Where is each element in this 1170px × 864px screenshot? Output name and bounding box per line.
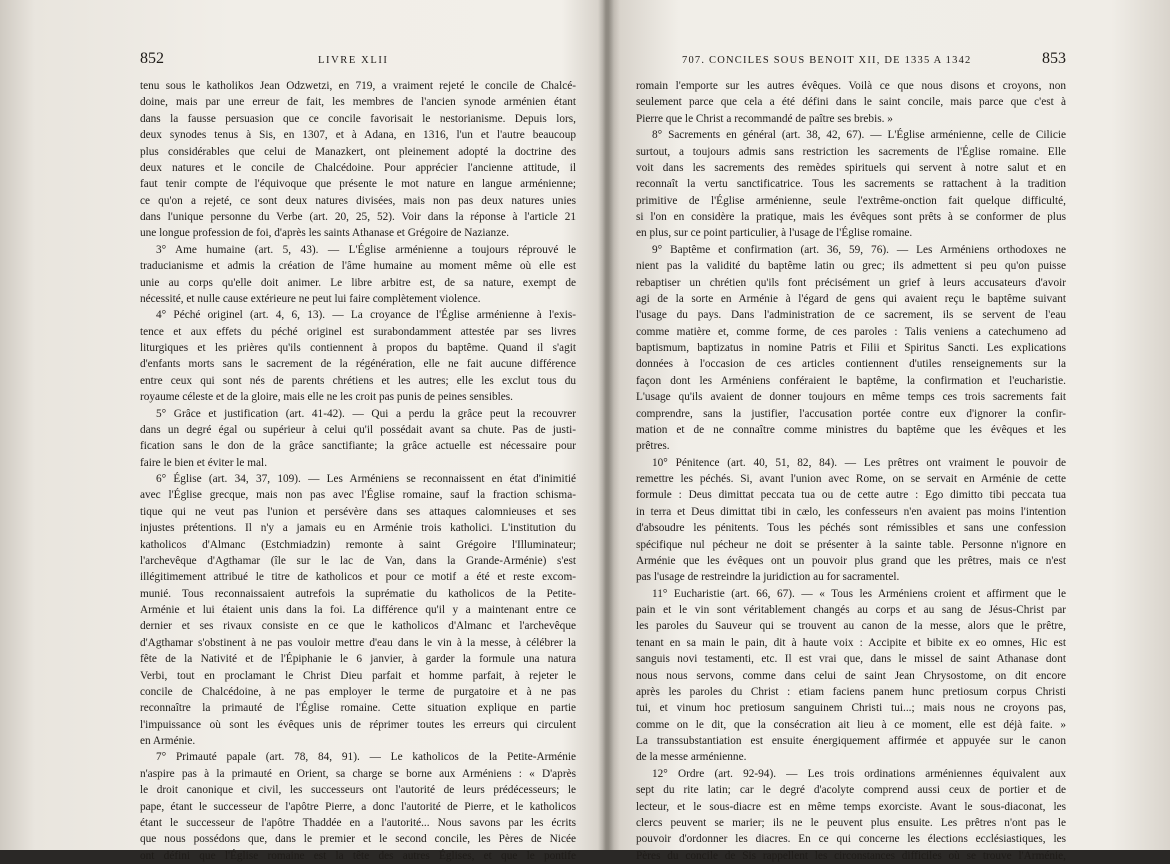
- text-line: seulement parce que cela a été défini dans le saint concile, mais parce que c'est à: [636, 96, 1066, 109]
- text-line: 8° Sacrements en général (art. 38, 42, 67). — L'Église arménienne, celle de Cilicie: [652, 129, 1066, 142]
- text-line: n'aspire pas à la primauté en Orient, sa charge se borne aux Arméniens : « D'après: [140, 767, 576, 780]
- text-line: façon dont les Arméniens conféraient le baptême, la confirmation et l'eucharistie.: [636, 374, 1066, 387]
- text-line: concile de Chalcédoine, à ne pas employer le terme de purgatoire et à ne pas: [140, 685, 576, 698]
- text-line: katholicos d'Almanc (Estchmiadzin) remonte à saint Grégoire l'Illuminateur;: [140, 538, 576, 551]
- text-line: que nous possédons que, dans le premier et le second concile, les Pères de Nicée: [140, 833, 576, 846]
- text-line: 11° Eucharistie (art. 66, 67). — « Tous les Arméniens croient et affirment que le: [652, 587, 1066, 600]
- text-line: tence et aux effets du péché originel est surabondamment attestée par ses livres: [140, 325, 576, 338]
- text-line: faire le bien et éviter le mal.: [140, 456, 268, 469]
- text-line: avec l'Église grecque, mais non pas avec l'Église romaine, sauf la fraction schisma-: [140, 489, 576, 502]
- text-line: reconnaître la primauté de l'Église romaine. Cette situation explique en partie: [140, 702, 576, 715]
- text-line: formule : Deus dimittat peccata tua ou de cette autre : Ego dimitto tibi peccata tua: [636, 489, 1066, 502]
- text-line: données à l'occasion de ces articles contiennent d'utiles renseignements sur la: [636, 358, 1066, 371]
- text-line: rebaptiser un chrétien qu'ils font précisément un grief à leurs accusateurs d'avoir: [636, 276, 1066, 289]
- text-line: 7° Primauté papale (art. 78, 84, 91). — Le katholicos de la Petite-Arménie: [156, 751, 576, 764]
- text-line: Verbi, tout en proclamant le Christ Dieu parfait et homme parfait, à rejeter le: [140, 669, 576, 682]
- right-running-head: [636, 50, 1066, 70]
- text-line: dernier et ses rivaux consiste en ce que le katholicos d'Almanc et l'archevêque: [140, 620, 576, 633]
- text-line: Arménie que les évêques ont un pouvoir plus grand que les prêtres, mais ce n'est: [636, 554, 1066, 567]
- text-line: en Arménie.: [140, 735, 196, 747]
- text-line: l'impuissance où sont les évêques unis de réprimer toutes les erreurs qui circulent: [140, 718, 576, 731]
- text-line: après les paroles du Christ : etiam faciens panem hunc pretiosum corpus Christi: [636, 685, 1066, 698]
- text-line: liturgiques et les prières qu'ils contiennent à propos du baptême. Quand il s'agit: [140, 342, 576, 354]
- text-line: remettre les péchés. Si, avant l'union avec Rome, on se servait en Arménie de cette: [636, 473, 1066, 485]
- text-line: Pères du concile de Sis rappellent les circonstances difficiles où se trouve l'Arménie,: [636, 849, 1066, 862]
- text-line: voit dans les sacrements des remèdes spirituels qui servent à notre salut et en: [636, 161, 1066, 174]
- text-line: 5° Grâce et justification (art. 41-42). — Qui a perdu la grâce peut la recouvrer: [156, 407, 576, 420]
- text-line: unie au corps qu'elle doit animer. Le libre arbitre est, de sa nature, exempt de: [140, 276, 576, 289]
- text-line: surtout, a toujours admis sans restriction les sacrements de l'Église romaine. Elle: [636, 145, 1066, 158]
- text-line: munié. Tous reconnaissaient autrefois la suprématie du katholicos de la Petite-: [140, 587, 576, 600]
- text-line: injustes prétentions. Il n'y a jamais eu en Arménie trois katholici. L'institution du: [140, 522, 576, 535]
- text-line: clercs peuvent se marier; ils ne le peuvent plus ensuite. Les prêtres n'ont pas le: [636, 816, 1066, 829]
- text-line: illégitimement attribué le titre de katholicos et pour ce motif a été et reste excom-: [140, 571, 576, 584]
- text-line: mation et de ne connaître comme ministres du baptême que les évêques et les: [636, 423, 1066, 436]
- text-line: tui, et vinum hoc pretiosum sanguinem Christi tui...; mais nous ne croyons pas,: [636, 702, 1066, 715]
- text-line: 9° Baptême et confirmation (art. 36, 59, 76). — Les Arméniens orthodoxes ne: [652, 243, 1066, 256]
- right-page-number: 853: [1042, 50, 1066, 67]
- text-line: dans la fausse persuasion que ce concile favorisait le nestorianisme. Depuis lors,: [140, 112, 576, 125]
- text-line: une longue profession de foi, d'après les saints Athanase et Grégoire de Nazianze.: [140, 227, 510, 240]
- text-line: l'usage du pays. Dans l'administration de ce sacrement, ils se servent de l'eau: [636, 309, 1066, 322]
- text-line: 3° Ame humaine (art. 5, 43). — L'Église arménienne a toujours réprouvé le: [156, 243, 576, 256]
- text-line: comme matière et, comme forme, de ces paroles : Talis veniens a catechumeno ad: [636, 325, 1066, 338]
- text-line: fête de la Nativité et de l'Épiphanie le 6 janvier, à garder la formule una natura: [140, 653, 576, 666]
- text-line: tenant en sa main le pain, dit à haute voix : Accipite et bibite ex eo omnes, Hic est: [636, 636, 1066, 649]
- text-line: La transsubstantiation est ensuite énergiquement affirmée et appuyée sur le canon: [636, 735, 1066, 747]
- text-line: Pierre que le Christ a recommandé de paître ses brebis. »: [636, 112, 893, 125]
- right-running-title: 707. CONCILES SOUS BENOIT XII, DE 1335 A 1342: [682, 55, 972, 66]
- text-line: pape, étant le successeur de l'apôtre Pierre, a donc l'autorité de Pierre, et le katholicos: [140, 800, 576, 813]
- text-line: traducianisme et admis la création de l'âme humaine au moment même où elle est: [140, 260, 576, 273]
- text-line: reconnaît la vertu sanctificatrice. Tous les sacrements se rattachent à la tradition: [636, 178, 1066, 191]
- text-line: faut tenir compte de l'équivoque que présente le mot nature en langue arménienne;: [140, 178, 576, 191]
- text-line: de la messe arménienne.: [636, 751, 747, 764]
- text-line: comprendre, sans la justifier, l'accusation portée contre eux d'ignorer la confir-: [636, 407, 1066, 420]
- text-line: royaume céleste et de la gloire, mais elle ne les croit pas punis de peines sensibles.: [140, 391, 513, 404]
- left-page-number: 852: [140, 50, 164, 67]
- text-line: 12° Ordre (art. 92-94). — Les trois ordinations arméniennes équivalent aux: [652, 767, 1066, 780]
- text-line: d'Agthamar s'obstinent à ne pas vouloir mettre d'eau dans le vin à la messe, à célébrer la: [140, 636, 576, 649]
- left-running-head: [140, 50, 576, 70]
- text-line: l'archevêque d'Agthamar (île sur le lac de Van, dans la Grande-Arménie) s'est: [140, 554, 576, 567]
- left-running-title: LIVRE XLII: [318, 55, 389, 66]
- text-line: étant le successeur de l'apôtre Thaddée en a l'autorité... Nous savons par les écrits: [140, 816, 576, 829]
- text-line: primitive de l'Église arménienne, seule l'extrême-onction fait quelque difficulté,: [636, 194, 1066, 207]
- left-page-body: [140, 78, 576, 864]
- text-line: dans un degré égal ou supérieur à celui qu'il possédait avant sa chute. Pas de justi-: [140, 423, 576, 436]
- text-line: en plus, sur ce point particulier, à l'usage de l'Église romaine.: [636, 227, 913, 240]
- text-line: lecteur, et le sous-diacre est en même temps exorciste. Avant le sous-diaconat, les: [636, 800, 1066, 813]
- text-line: les paroles du Sauveur qui se trouvent au canon de la messe, alors que le prêtre,: [636, 620, 1066, 633]
- text-line: prêtres.: [636, 440, 670, 453]
- text-line: Arménie et lui étaient unis dans la foi. La différence qu'il y a maintenant entre ce: [140, 604, 576, 616]
- text-line: tique qui ne veut pas l'union et persévère dans ses attaques calomnieuses et ses: [140, 505, 576, 518]
- text-line: nous nous servons, comme dans celui de saint Jean Chrysostome, on dit encore: [636, 669, 1066, 682]
- text-line: pain et le vin sont véritablement changés au corps et au sang de Jésus-Christ par: [636, 604, 1066, 616]
- text-line: plus considérables que celui de Manazkert, ont pleinement adopté la doctrine des: [140, 145, 576, 158]
- text-line: dans l'unique personne du Verbe (art. 20, 25, 52). Voir dans la réponse à l'article 21: [140, 211, 576, 223]
- right-page-body: [636, 78, 1066, 864]
- text-line: comme on le dit, que la consécration ait lieu à ce moment, elle est déjà faite. »: [636, 718, 1066, 731]
- text-line: doine, mais par une erreur de fait, les membres de l'ancien synode arménien étant: [140, 96, 576, 109]
- text-line: L'usage qu'ils avaient de donner toujours en même temps ces trois sacrements fait: [636, 391, 1066, 404]
- text-line: 6° Église (art. 34, 37, 109). — Les Arméniens se reconnaissent en état d'inimitié: [156, 473, 576, 485]
- text-line: baptismum, baptizatus in nomine Patris et Filii et Spiritus Sancti. Les explications: [636, 342, 1066, 354]
- text-line: pas l'usage de restreindre la juridiction au for sacramentel.: [636, 571, 900, 584]
- text-line: d'enfants morts sans le sacrement de la régénération, elle ne fait aucune différence: [140, 358, 576, 371]
- text-line: si l'on en considère la pratique, mais les évêques sont prêts à se conformer de plus: [636, 211, 1066, 223]
- text-line: deux natures et le concile de Chalcédoine. Pour apprécier l'ancienne attitude, il: [140, 161, 576, 174]
- text-line: sanguis novi testamenti, etc. Il est vrai que, dans le missel de saint Athanase dont: [636, 653, 1066, 666]
- text-line: sept du rite latin; car le degré d'acolyte comprend aussi ceux de portier et de: [636, 784, 1066, 797]
- text-line: nient pas la validité du baptême latin ou grec; ils admettent si peu qu'on puisse: [636, 260, 1066, 273]
- text-line: d'absoudre les pénitents. Tous les péchés sont rémissibles et sans une confession: [636, 522, 1066, 535]
- text-line: pouvoir d'ordonner les diacres. En ce qui concerne les élections ecclésiastiques, les: [636, 833, 1066, 846]
- text-line: ont défini que l'Église romaine est la tête des autres Églises, et que le pontife: [140, 849, 576, 862]
- text-line: spécifique nul pécheur ne doit se présenter à la sainte table. Personne n'ignore en: [636, 538, 1066, 551]
- text-line: nécessité, et nulle cause extérieure ne peut lui faire complètement violence.: [140, 292, 481, 305]
- text-line: 4° Péché originel (art. 4, 6, 13). — La croyance de l'Église arménienne à l'exis-: [156, 309, 576, 322]
- text-line: deux synodes tenus à Sis, en 1307, et à Adana, en 1316, l'un et l'autre beaucoup: [140, 129, 576, 142]
- text-line: entre ceux qui sont nés de parents chrétiens et les autres; elle les exclut tous du: [140, 374, 576, 387]
- text-line: agi de la sorte en Arménie à l'égard de gens qui avaient reçu le baptême suivant: [636, 292, 1066, 305]
- text-line: 10° Pénitence (art. 40, 51, 82, 84). — Les prêtres ont vraiment le pouvoir de: [652, 456, 1066, 469]
- text-line: fication sans le don de la grâce sanctifiante; la grâce actuelle est nécessaire pour: [140, 440, 576, 453]
- text-line: ce qu'on a rejeté, ce sont deux natures divisées, mais non pas deux natures unies: [140, 194, 576, 207]
- text-line: le droit canonique et civil, les successeurs ont l'autorité de leurs prédécesseurs; le: [140, 784, 576, 797]
- text-line: romain l'emporte sur les autres évêques. Voilà ce que nous disons et croyons, non: [636, 80, 1066, 92]
- text-line: tenu sous le katholikos Jean Odzwetzi, en 719, a vraiment rejeté le concile de Chalcé-: [140, 80, 576, 92]
- text-line: in terra et Deus dimittat tibi in cælo, les confesseurs n'en avaient pas moins l'intention: [636, 505, 1066, 518]
